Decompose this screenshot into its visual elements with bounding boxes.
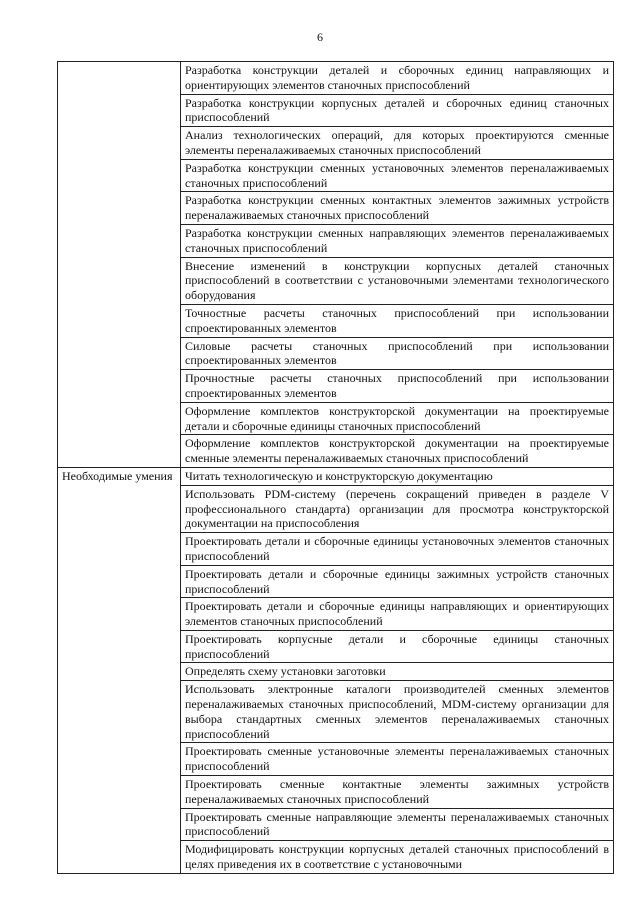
skill-item: Использовать электронные каталоги производителей сменных элементов переналаживаемых станочных приспособлений, MDM-систему организации для выбора стандартных сменных элементов переналаживаемых станочных приспособлений [181,681,614,743]
labor-action-item: Оформление комплектов конструкторской документации на проектируемые сменные элементы переналаживаемых станочных приспособлений [181,435,614,468]
table-row [58,62,614,95]
labor-action-item: Внесение изменений в конструкции корпусных деталей станочных приспособлений в соответствии с установочными элементами технологического оборудования [181,257,614,304]
skill-item: Проектировать детали и сборочные единицы зажимных устройств станочных приспособлений [181,565,614,598]
skill-item: Проектировать сменные направляющие элементы переналаживаемых станочных приспособлений [181,808,614,841]
labor-action-item: Анализ технологических операций, для которых проектируются сменные элементы переналаживаемых станочных приспособлений [181,127,614,160]
skill-item: Проектировать детали и сборочные единицы установочных элементов станочных приспособлений [181,533,614,566]
labor-action-item: Прочностные расчеты станочных приспособлений при использовании спроектированных элементов [181,370,614,403]
skill-item: Использовать PDM-систему (перечень сокращений приведен в разделе V профессионального стандарта) организации для просмотра конструкторской документации на приспособления [181,485,614,532]
table-row [58,467,614,485]
page-number: 6 [317,30,323,44]
labor-actions-label-cell [58,62,181,468]
labor-action-item: Разработка конструкции корпусных деталей и сборочных единиц станочных приспособлений [181,94,614,127]
skill-item: Читать технологическую и конструкторскую документацию [181,467,614,485]
labor-action-item: Оформление комплектов конструкторской документации на проектируемые детали и сборочные единицы станочных приспособлений [181,402,614,435]
skill-item: Проектировать сменные контактные элементы зажимных устройств переналаживаемых станочных приспособлений [181,776,614,809]
skills-label: Необходимые умения [58,467,181,873]
labor-action-item: Разработка конструкции деталей и сборочных единиц направляющих и ориентирующих элементов станочных приспособлений [181,62,614,95]
labor-action-item: Разработка конструкции сменных направляющих элементов переналаживаемых станочных приспособлений [181,224,614,257]
skill-item: Проектировать детали и сборочные единицы направляющих и ориентирующих элементов станочных приспособлений [181,598,614,631]
skill-item: Модифицировать конструкции корпусных деталей станочных приспособлений в целях приведения их в соответствие с установочными [181,841,614,874]
labor-action-item: Разработка конструкции сменных установочных элементов переналаживаемых станочных приспособлений [181,159,614,192]
skill-item: Проектировать корпусные детали и сборочные единицы станочных приспособлений [181,630,614,663]
requirements-table [57,61,614,874]
labor-action-item: Разработка конструкции сменных контактных элементов зажимных устройств переналаживаемых станочных приспособлений [181,192,614,225]
skill-item: Определять схему установки заготовки [181,663,614,681]
labor-action-item: Точностные расчеты станочных приспособлений при использовании спроектированных элементов [181,304,614,337]
labor-action-item: Силовые расчеты станочных приспособлений при использовании спроектированных элементов [181,337,614,370]
skill-item: Проектировать сменные установочные элементы переналаживаемых станочных приспособлений [181,743,614,776]
